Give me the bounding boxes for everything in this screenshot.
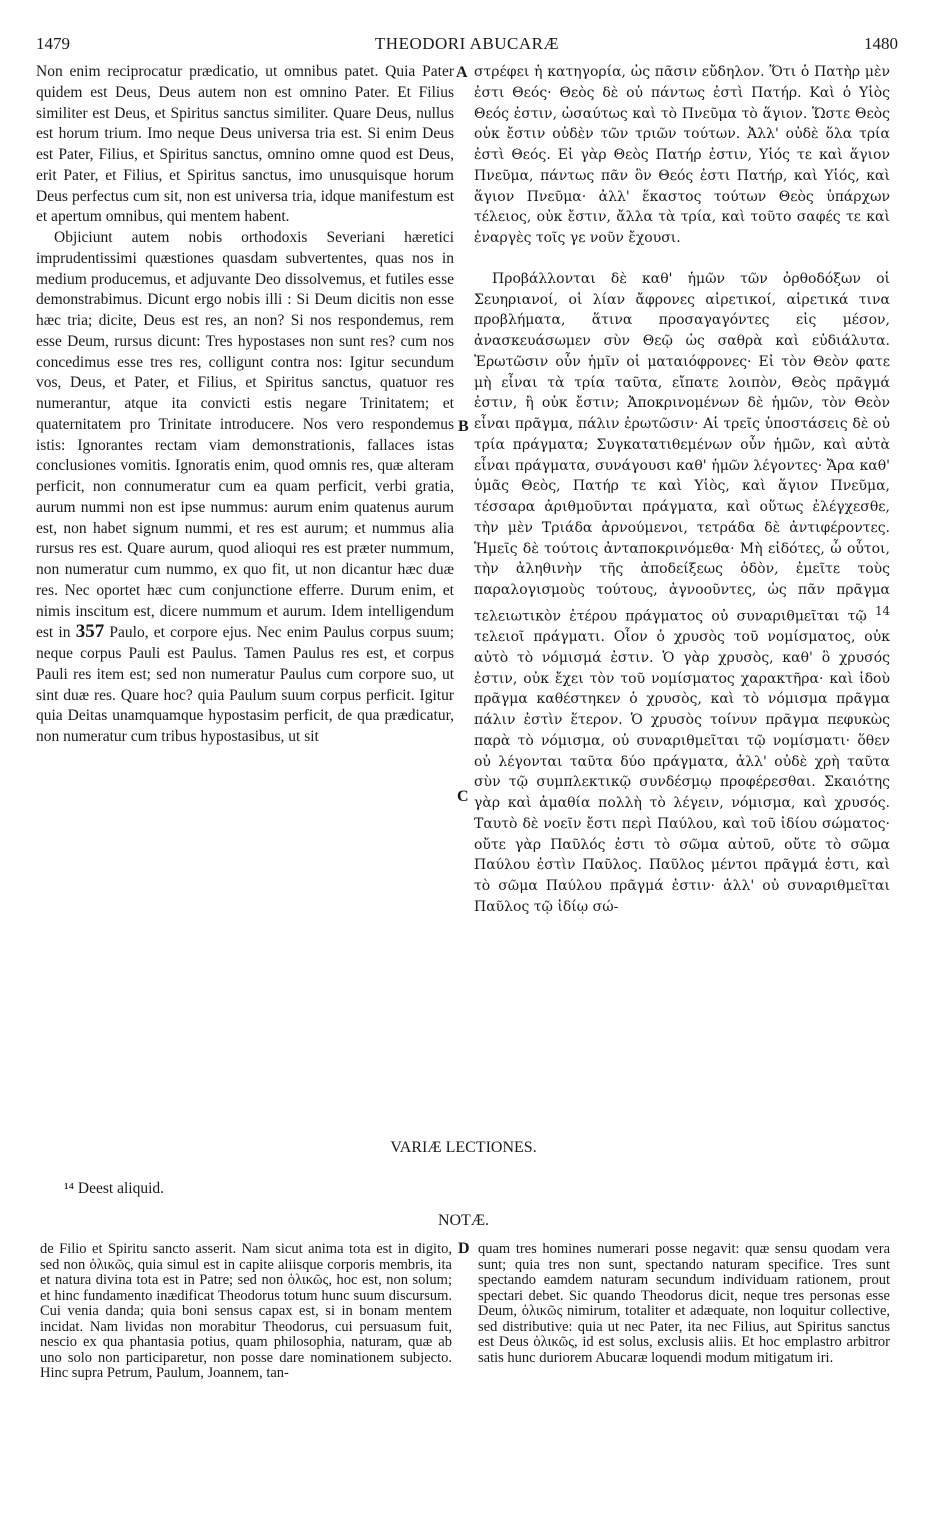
margin-marker-d: D: [458, 1240, 470, 1257]
margin-marker-b: B: [458, 418, 469, 435]
latin-paragraph-2: [36, 228, 454, 748]
greek-paragraph-2-text-a: Προβάλλονται δὲ καθ' ἡμῶν τῶν ὀρθοδόξων οἱ Σευηριανοί, οἱ λίαν ἄφρονες αἱρετικοί, αἱρετικά τινα προβλήματα, ἅτινα προσαγαγόντες εἰς μέσον, ἀνασκευάσωμεν σὺν Θεῷ ὡς σαθρὰ καὶ εὐδιάλυτα. Ἐρωτῶσιν οὖν ἡμῖν οἱ ματαιόφρονες· Εἰ τὸν Θεὸν φατε μὴ εἶναι τὰ τρία ταῦτα, εἴπατε λοιπὸν, Θεὸς πρᾶγμά ἐστιν, ἢ οὐκ ἔστιν; Ἀποκρινομένων δὲ ἡμῶν, τὸν Θεὸν εἶναι πρᾶγμα, πάλιν ἐρωτῶσιν· Αἱ τρεῖς ὑποστάσεις δὲ οὐ τρία πράγματα; Συγκατατιθεμένων οὖν ἡμῶν, καὶ αὐτὰ εἶναι πράγματα, συνάγουσι καθ' ἡμῶν λέγοντες· Ἄρα καθ' ὑμᾶς Θεὸς, Πατήρ τε καὶ Υἱὸς, καὶ ἅγιον Πνεῦμα, τέσσαρα ἀριθμοῦνται πράγματα, καὶ οὕτως ἐλέγχεσθε, τὴν μὲν Τριάδα ἀρνούμενοι, τετράδα δὲ ἀντιφέροντες. Ἡμεῖς δὲ τούτοις ἀνταποκρινόμεθα· Μὴ εἰδότες, ὦ οὗτοι, τὴν ἀληθινὴν τῆς ἀποδείξεως ὁδὸν, ἐμεῖτε τοὺς παραλογισμοὺς τούτους, ἀγνοοῦντες, ὡς πᾶν πρᾶγμα τελειωτικὸν ἑτέρου πράγματος οὐ συναριθμεῖται τῷ: [474, 270, 890, 625]
greek-column: [474, 62, 890, 918]
notae-right-text: quam tres homines numerari posse negavit: quæ sensu quodam vera sunt; quia tres non sunt, spectando naturam specifice. Tres sunt spectando eamdem naturam secundum individuam rationem, prout spectari debet. Sic quando Theodorus dicit, neque tres personas esse Deum, ὁλικῶς nimirum, totaliter et adæquate, non loquitur collective, sed distributive: quia ut nec Pater, ita nec Filius, aut Spiritus sanctus est Deus ὁλικῶς, id est solus, exclusis aliis. Et hoc emplastro arbitror satis hunc duriorem Abucaræ loquendi modum mitigatum iri.: [478, 1241, 890, 1366]
variae-lectiones-entry: ¹⁴ Deest aliquid.: [64, 1180, 165, 1197]
latin-paragraph-2-text-a: Objiciunt autem nobis orthodoxis Severiani hæretici imprudentissimi quæstiones quasdam subvertentes, quas nos in medium producemus, et adjuvante Deo dissolvemus, et futiles esse demonstrabimus. Dicunt ergo nobis illi : Si Deum dicitis non esse hæc tria; dicite, Deus est res, an non? Si nos respondemus, rem esse Deum, rursus dicunt: Tres hypostases non sunt res? cum nos concedimus esse tres res, colligunt contra nos: Igitur secundum vos, Deus, et Pater, et Filius, et Spiritus sanctus, quatuor res numerantur, atque ita convicti estis negare Trinitatem; et quaternitatem pro Trinitate introducere. Nos vero respondemus istis: Ignorantes rectam viam demonstrationis, fallaces istas conclusiones vomitis. Ignoratis enim, quod omnis res, quæ alteram perficit, non connumeratur cum ea quam perficit, verbi gratia, aurum nummi non est ipse nummus: aurum enim quatenus aurum est, non habet signum nummi, et res est aurum; et nummus alia rursus res est. Quare aurum, quod alioqui res est præter nummum, non numeratur cum nummo, ex quo fit, ut non dicantur hæc duæ res. Nec oportet hæc cum conjunctione efferre. Durum enim, et nimis inscitum est, dicere nummum et aurum. Idem intelligendum est in: [36, 229, 454, 642]
bold-column-number: 357: [75, 621, 105, 643]
notae-title: NOTÆ.: [437, 1212, 490, 1229]
notae-left-text: de Filio et Spiritu sancto asserit. Nam sicut anima tota est in digito, sed non ὁλικῶς, quia simul est in capite aliisque corporis membris, ita et natura divina tota est in Patre; sed non ὁλικῶς, hoc est, non solum; et hinc fundamento inædificat Theodorus totum hunc suum discursum. Cui venia danda; quia boni sensus capax est, si in bonam mentem incidat. Nam lividas non morabitur Theodorus, cui persuasum fuit, nescio ex qua phantasia potius, quam philosophia, naturam, quæ ab uno solo non participaretur, non posse dare nominationem subjecto. Hinc supra Petrum, Paulum, Joannem, tan-: [40, 1241, 452, 1381]
running-title: THEODORI ABUCARÆ: [374, 34, 560, 53]
latin-column: [36, 62, 454, 748]
variae-lectiones-title: VARIÆ LECTIONES.: [390, 1139, 537, 1156]
margin-marker-c: C: [457, 788, 469, 805]
notae-right-column: [478, 1242, 890, 1366]
greek-paragraph-2-text-b: τελειοῖ πράγματι. Οἷον ὁ χρυσὸς τοῦ νομίσματος, οὐκ αὐτὸ τὸ νόμισμά ἐστιν. Ὁ γὰρ χρυσὸς, καθ' ὃ χρυσός ἐστιν, οὐκ ἔχει τὸν τοῦ νομίσματος χαρακτῆρα· καὶ ἰδοὺ πρᾶγμα καθέστηκεν ὁ χρυσὸς, καὶ τὸ νόμισμα πρᾶγμα πάλιν ἐστὶν ἕτερον. Ὁ χρυσὸς τοίνυν πρᾶγμα πεφυκὼς παρὰ τὸ νόμισμα, οὐ συναριθμεῖται τῷ νομίσματι· ὅθεν οὐ λέγονται ταῦτα δύο πράγματα, ἀλλ' οὐδὲ χρὴ ταῦτα σὺν τῷ συμπλεκτικῷ συνδέσμῳ προφέρεσθαι. Σκαιότης γὰρ καὶ ἀμαθία πολλὴ τὸ λέγειν, νόμισμα, καὶ χρυσός. Ταυτὸ δὲ νοεῖν ἔστι περὶ Παύλου, καὶ τοῦ ἰδίου σώματος· οὔτε γὰρ Παῦλός ἐστι τὸ σῶμα αὐτοῦ, οὔτε τὸ σῶμα Παύλου ἐστὶν Παῦλος. Παῦλος μέντοι πρᾶγμά ἐστι, καὶ τὸ σῶμα Παύλου πρᾶγμά ἐστιν· ἀλλ' οὐ συναριθμεῖται Παῦλος τῷ ἰδίῳ σώ-: [474, 629, 890, 915]
notae-left-column: [40, 1242, 452, 1382]
latin-paragraph-1: Non enim reciprocatur prædicatio, ut omnibus patet. Quia Pater quidem est Deus, Deus autem non est omnino Pater. Et Filius similiter est Deus, et Spiritus sanctus similiter. Quare Deus, nullus est horum trium. Imo neque Deus universa tria est. Si enim Deus est Pater, Filius, et Spiritus sanctus, omnino omne quod est Deus, erit Pater, et Filius, et Spiritus sanctus, imo unusquisque horum Deus perfectus cum sit, non est universa tria, idque manifestum est et apertum omnibus, qui mentem habent.: [36, 63, 454, 226]
margin-marker-a: A: [456, 64, 468, 81]
page-header: [36, 34, 898, 58]
greek-paragraph-2: [474, 269, 890, 918]
footnote-ref-14: 14: [875, 603, 891, 618]
greek-paragraph-1: στρέφει ἡ κατηγορία, ὡς πᾶσιν εὔδηλον. Ὅτι ὁ Πατὴρ μὲν ἐστι Θεός· Θεὸς δὲ οὐ πάντως ἐστὶ Πατήρ. Καὶ ὁ Υἱὸς Θεός ἐστιν, ὡσαύτως καὶ τὸ Πνεῦμα τὸ ἅγιον. Ὥστε Θεὸς οὐκ ἔστιν οὐδὲν τῶν τριῶν τούτων. Ἀλλ' οὐδὲ ὅλα τρία ἐστὶ Θεός. Εἰ γὰρ Θεὸς Πατήρ ἐστιν, Υἱός τε καὶ ἅγιον Πνεῦμα, πάντως πᾶν ὃν Θεός ἐστι Πατήρ, καὶ Υἱός, καὶ ἅγιον Πνεῦμα· ἀλλ' ἕκαστος τούτων Θεὸς ὑπάρχων τέλειος, οὐκ ἔστιν, ἄλλα τὰ τρία, καὶ τοῦτο σαφές τε καὶ ἐναργὲς τοῖς γε νοῦν ἔχουσι.: [474, 64, 890, 246]
latin-paragraph-2-text-b: Paulo, et corpore ejus. Nec enim Paulus corpus suum; neque corpus Pauli est Paulus. Tamen Paulus res est, et corpus Pauli res item est; sed non numeratur Paulus cum corpore suo, ut sint duæ res. Quare hoc? quia Paulum suum corpus perficit. Igitur quia Deitas unamquamque hypostasim perficit, de qua prædicatur, non numeratur cum tribus hypostasibus, ut sit: [36, 624, 455, 745]
page-number-right: 1480: [864, 34, 898, 53]
paragraph-gap: [474, 249, 890, 269]
page-number-left: 1479: [36, 34, 70, 53]
